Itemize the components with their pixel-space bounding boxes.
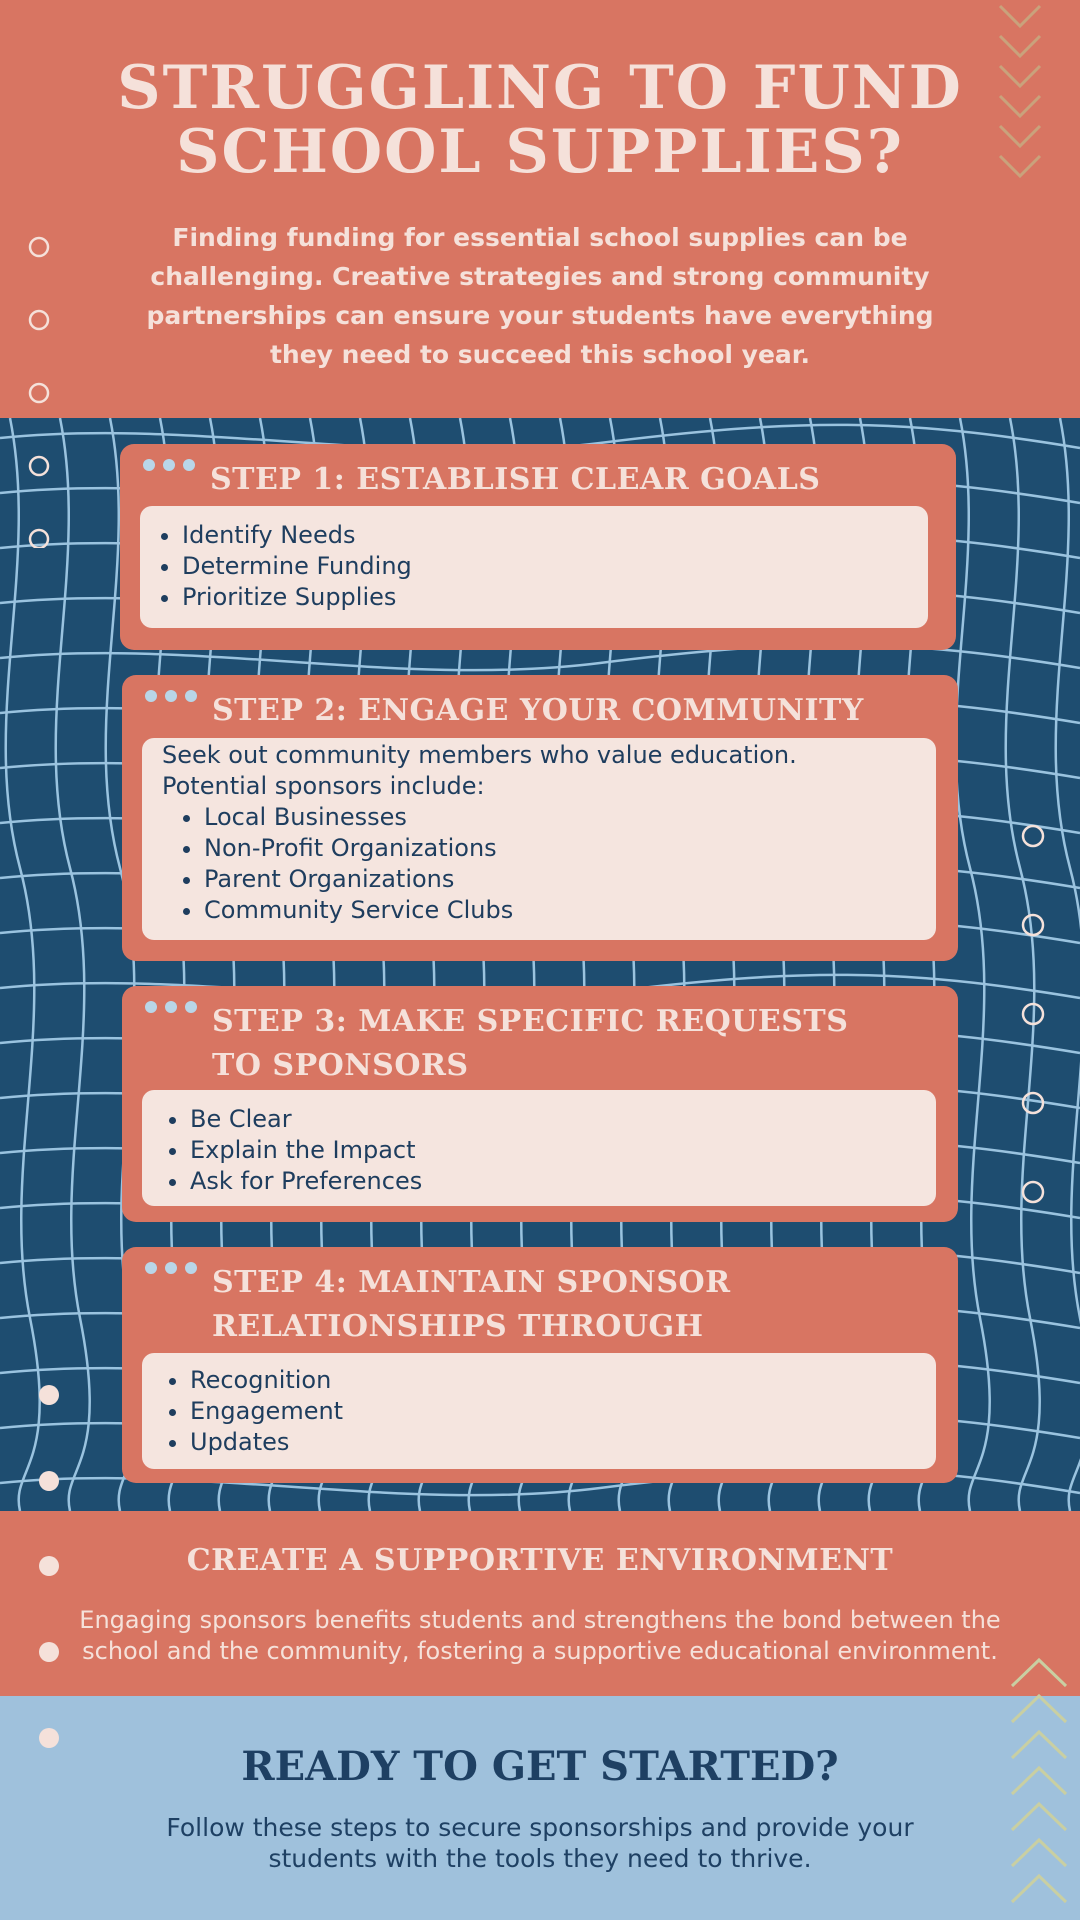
- dots-icon: [144, 689, 200, 703]
- dots-icon: [144, 1000, 200, 1014]
- list-item: • Determine Funding: [182, 551, 928, 582]
- step-4-card: [122, 1247, 958, 1483]
- list-item: • Non-Profit Organizations: [204, 833, 936, 864]
- step-1-card: [120, 444, 956, 650]
- list-item: • Community Service Clubs: [204, 895, 936, 926]
- circle-decoration-right-outline: [1021, 824, 1045, 1204]
- step-4-list: [142, 1365, 936, 1458]
- chevron-decoration-bottom: [1008, 1656, 1070, 1920]
- list-item: • Explain the Impact: [190, 1135, 936, 1166]
- title-line-2: SCHOOL SUPPLIES?: [176, 117, 904, 187]
- step-3-title: [212, 1000, 848, 1088]
- steps-section: [0, 418, 1080, 1511]
- cta-heading: READY TO GET STARTED?: [241, 1743, 839, 1790]
- cta-section: [0, 1696, 1080, 1920]
- step-3-body: [142, 1090, 936, 1206]
- step-2-intro-line-1: Seek out community members who value education.: [162, 741, 797, 769]
- support-section: [0, 1511, 1080, 1696]
- support-heading: CREATE A SUPPORTIVE ENVIRONMENT: [186, 1543, 894, 1578]
- step-4-body: [142, 1353, 936, 1469]
- chevron-decoration-top: [996, 0, 1044, 190]
- list-item: • Parent Organizations: [204, 864, 936, 895]
- step-3-title-line-1: STEP 3: MAKE SPECIFIC REQUESTS: [212, 1004, 849, 1039]
- step-2-intro-line-2: Potential sponsors include:: [162, 772, 485, 800]
- support-body: Engaging sponsors benefits students and strengthens the bond between the school and the community, fostering a supportive educational environment.: [79, 1606, 1001, 1665]
- list-item: • Prioritize Supplies: [182, 582, 928, 613]
- step-3-title-line-2: TO SPONSORS: [212, 1048, 469, 1083]
- step-4-title-line-1: STEP 4: MAINTAIN SPONSOR: [212, 1265, 731, 1300]
- header-section: [0, 0, 1080, 418]
- circle-decoration-left-outline: [28, 236, 50, 548]
- list-item: • Local Businesses: [204, 802, 936, 833]
- circle-decoration-left-filled: [38, 1384, 62, 1750]
- step-1-body: [140, 506, 928, 628]
- list-item: • Ask for Preferences: [190, 1166, 936, 1197]
- step-1-list: [140, 520, 928, 613]
- step-2-list: [162, 802, 936, 926]
- page-title: [0, 53, 1080, 187]
- step-2-card: [122, 675, 958, 961]
- list-item: • Identify Needs: [182, 520, 928, 551]
- step-4-title-line-2: RELATIONSHIPS THROUGH: [212, 1309, 704, 1344]
- step-4-title: [212, 1261, 731, 1349]
- step-3-card: [122, 986, 958, 1222]
- dots-icon: [144, 1261, 200, 1275]
- step-1-title: STEP 1: ESTABLISH CLEAR GOALS: [210, 462, 821, 497]
- step-2-body: [142, 738, 936, 940]
- list-item: • Be Clear: [190, 1104, 936, 1135]
- cta-body: Follow these steps to secure sponsorships and provide your students with the tools they need to thrive.: [166, 1813, 914, 1873]
- dots-icon: [142, 458, 198, 472]
- step-3-list: [142, 1104, 936, 1197]
- step-2-title: STEP 2: ENGAGE YOUR COMMUNITY: [212, 693, 864, 728]
- list-item: • Engagement: [190, 1396, 936, 1427]
- intro-text: Finding funding for essential school supplies can be challenging. Creative strategies and strong community partnerships can ensure your students have everything they need to succeed this school year.: [146, 223, 934, 369]
- title-line-1: STRUGGLING TO FUND: [117, 53, 963, 123]
- list-item: • Recognition: [190, 1365, 936, 1396]
- list-item: • Updates: [190, 1427, 936, 1458]
